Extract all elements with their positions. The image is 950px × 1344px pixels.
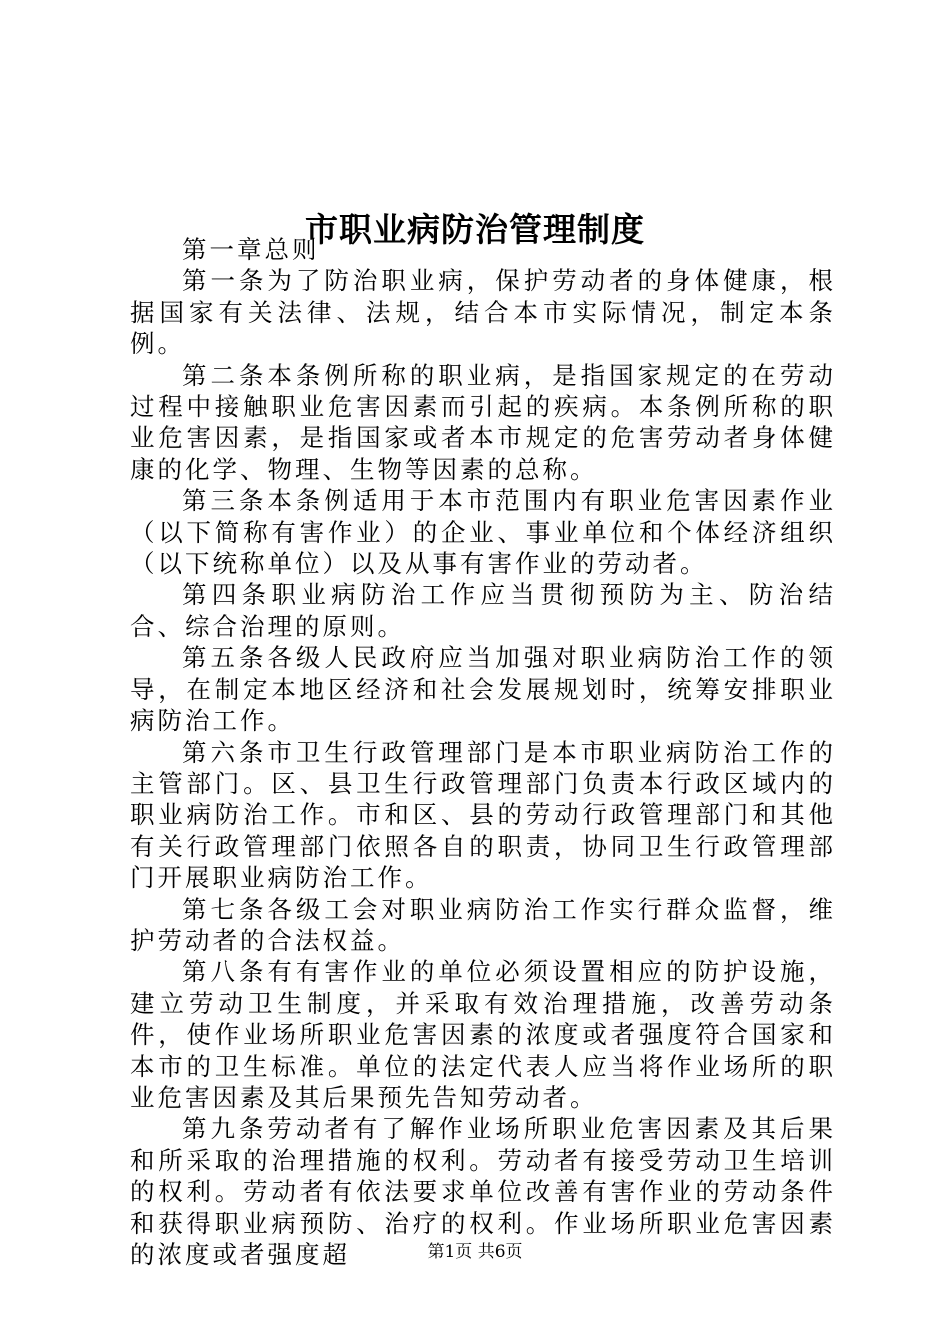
article-paragraph: 第三条本条例适用于本市范围内有职业危害因素作业（以下简称有害作业）的企业、事业单位和个体经济组织（以下统称单位）以及从事有害作业的劳动者。	[130, 486, 836, 579]
article-paragraph: 第七条各级工会对职业病防治工作实行群众监督，维护劳动者的合法权益。	[130, 894, 836, 955]
article-paragraph: 第八条有有害作业的单位必须设置相应的防护设施，建立劳动卫生制度，并采取有效治理措施，改善劳动条件，使作业场所职业危害因素的浓度或者强度符合国家和本市的卫生标准。单位的法定代表人应当将作业场所的职业危害因素及其后果预先告知劳动者。	[130, 957, 836, 1112]
page-number: 第1页 共6页	[427, 1242, 523, 1262]
page-footer	[0, 1240, 950, 1264]
chapter-heading: 第一章总则	[182, 235, 320, 264]
article-paragraph: 第二条本条例所称的职业病，是指国家规定的在劳动过程中接触职业危害因素而引起的疾病。本条例所称的职业危害因素，是指国家或者本市规定的危害劳动者身体健康的化学、物理、生物等因素的总称。	[130, 360, 836, 484]
document-title: 市职业病防治管理制度	[305, 210, 645, 250]
article-paragraph: 第六条市卫生行政管理部门是本市职业病防治工作的主管部门。区、县卫生行政管理部门负责本行政区域内的职业病防治工作。市和区、县的劳动行政管理部门和其他有关行政管理部门依照各自的职责，协同卫生行政管理部门开展职业病防治工作。	[130, 737, 836, 893]
document-body	[130, 234, 836, 1270]
article-paragraph: 第九条劳动者有了解作业场所职业危害因素及其后果和所采取的治理措施的权利。劳动者有接受劳动卫生培训的权利。劳动者有依法要求单位改善有害作业的劳动条件和获得职业病预防、治疗的权利。作业场所职业危害因素的浓度或者强度超	[130, 1114, 836, 1269]
article-paragraph: 第五条各级人民政府应当加强对职业病防治工作的领导，在制定本地区经济和社会发展规划时，统筹安排职业病防治工作。	[130, 643, 836, 736]
article-paragraph: 第四条职业病防治工作应当贯彻预防为主、防治结合、综合治理的原则。	[130, 580, 836, 641]
article-paragraph: 第一条为了防治职业病，保护劳动者的身体健康，根据国家有关法律、法规，结合本市实际情况，制定本条例。	[130, 266, 836, 359]
